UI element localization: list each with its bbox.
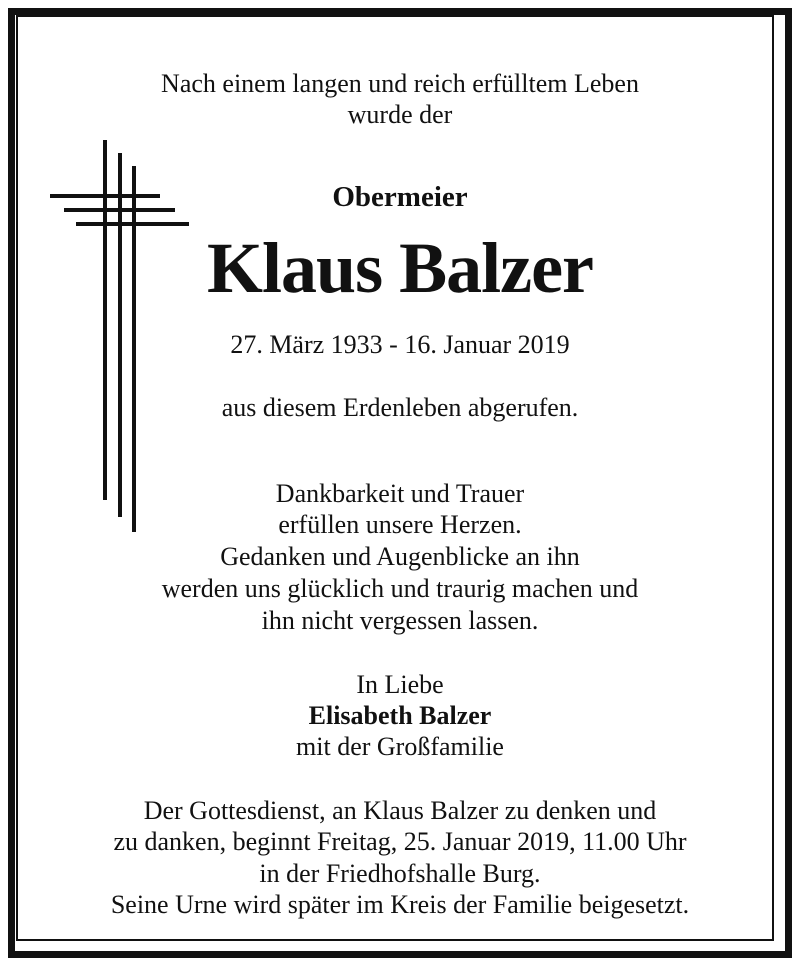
life-dates: 27. März 1933 - 16. Januar 2019 bbox=[230, 330, 570, 359]
intro-line-1: Nach einem langen und reich erfülltem Leben bbox=[161, 69, 639, 98]
poem-line-5: ihn nicht vergessen lassen. bbox=[261, 606, 539, 635]
service-line-1: Der Gottesdienst, an Klaus Balzer zu denken und bbox=[143, 796, 657, 825]
poem-line-3: Gedanken und Augenblicke an ihn bbox=[220, 542, 580, 571]
service-line-4: Seine Urne wird später im Kreis der Familie beigesetzt. bbox=[110, 890, 690, 919]
signature-family: mit der Großfamilie bbox=[296, 732, 504, 761]
signature-greeting: In Liebe bbox=[356, 670, 444, 699]
called-away-text: aus diesem Erdenleben abgerufen. bbox=[221, 393, 579, 422]
service-line-3: in der Friedhofshalle Burg. bbox=[259, 859, 541, 888]
poem-line-2: erfüllen unsere Herzen. bbox=[278, 510, 522, 539]
service-line-2: zu danken, beginnt Freitag, 25. Januar 2019, 11.00 Uhr bbox=[113, 827, 687, 856]
poem-line-1: Dankbarkeit und Trauer bbox=[275, 479, 525, 508]
deceased-name: Klaus Balzer bbox=[207, 228, 593, 308]
intro-line-2: wurde der bbox=[347, 100, 453, 129]
signature-name: Elisabeth Balzer bbox=[308, 701, 492, 730]
title-prefix: Obermeier bbox=[332, 181, 468, 213]
poem-line-4: werden uns glücklich und traurig machen und bbox=[161, 574, 639, 603]
